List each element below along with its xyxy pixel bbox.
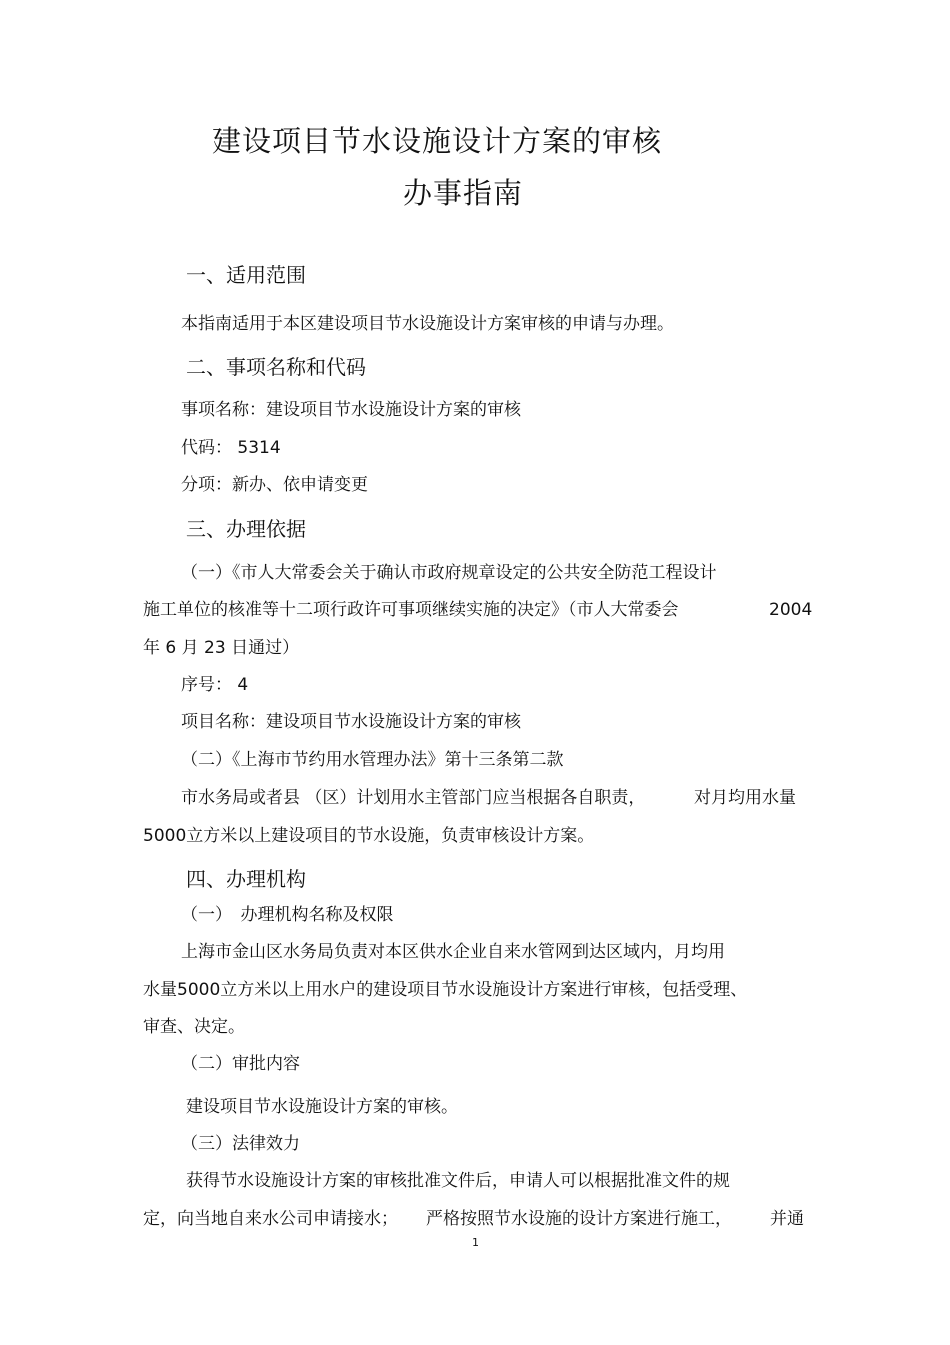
section-4-2-heading: （二）审批内容: [181, 1054, 300, 1074]
section-3-item-name: 项目名称：建设项目节水设施设计方案的审核: [181, 712, 521, 732]
doc-title-line2: 办事指南: [403, 176, 524, 210]
section-1-heading: 一、适用范围: [186, 263, 306, 287]
section-3-heading: 三、办理依据: [186, 517, 306, 541]
section-2-subitems: 分项：新办、依申请变更: [181, 475, 368, 495]
section-4-1-body1: 上海市金山区水务局负责对本区供水企业自来水管网到达区域内，月均用: [181, 942, 725, 962]
section-3-basis1-line3: 年 6 月 23 日通过）: [143, 638, 300, 658]
section-1-body: 本指南适用于本区建设项目节水设施设计方案审核的申请与办理。: [181, 314, 674, 334]
section-4-3-body2a: 定，向当地自来水公司申请接水；: [143, 1209, 398, 1229]
section-2-item-name: 事项名称：建设项目节水设施设计方案的审核: [181, 400, 521, 420]
section-3-basis2-body1a: 市水务局或者县 （区）计划用水主管部门应当根据各自职责，: [181, 788, 646, 808]
section-3-seq: 序号： 4: [181, 675, 249, 695]
page-number: 1: [472, 1236, 479, 1249]
section-2-code: 代码： 5314: [181, 438, 281, 458]
section-4-heading: 四、办理机构: [186, 867, 306, 891]
section-4-2-body: 建设项目节水设施设计方案的审核。: [186, 1097, 458, 1117]
section-3-basis1-year: 2004: [769, 600, 813, 620]
section-4-3-body2b: 严格按照节水设施的设计方案进行施工，: [426, 1209, 732, 1229]
section-4-3-body1: 获得节水设施设计方案的审核批准文件后，申请人可以根据批准文件的规: [186, 1171, 730, 1191]
section-3-basis2-line1: （二）《上海市节约用水管理办法》第十三条第二款: [181, 750, 564, 770]
section-3-basis1-line2: 施工单位的核准等十二项行政许可事项继续实施的决定》（市人大常委会: [143, 600, 679, 620]
section-4-1-heading: （一） 办理机构名称及权限: [181, 905, 394, 925]
doc-title-line1: 建设项目节水设施设计方案的审核: [212, 124, 663, 158]
section-4-3-body2c: 并通: [770, 1209, 804, 1229]
section-3-basis1-line1: （一）《市人大常委会关于确认市政府规章设定的公共安全防范工程设计: [181, 563, 717, 583]
section-3-basis2-body2: 5000立方米以上建设项目的节水设施，负责审核设计方案。: [143, 826, 595, 846]
section-4-1-body2: 水量5000立方米以上用水户的建设项目节水设施设计方案进行审核，包括受理、: [143, 980, 748, 1000]
section-2-heading: 二、事项名称和代码: [186, 355, 366, 379]
section-4-3-heading: （三）法律效力: [181, 1134, 300, 1154]
section-3-basis2-body1b: 对月均用水量: [694, 788, 796, 808]
section-4-1-body3: 审查、决定。: [143, 1017, 245, 1037]
